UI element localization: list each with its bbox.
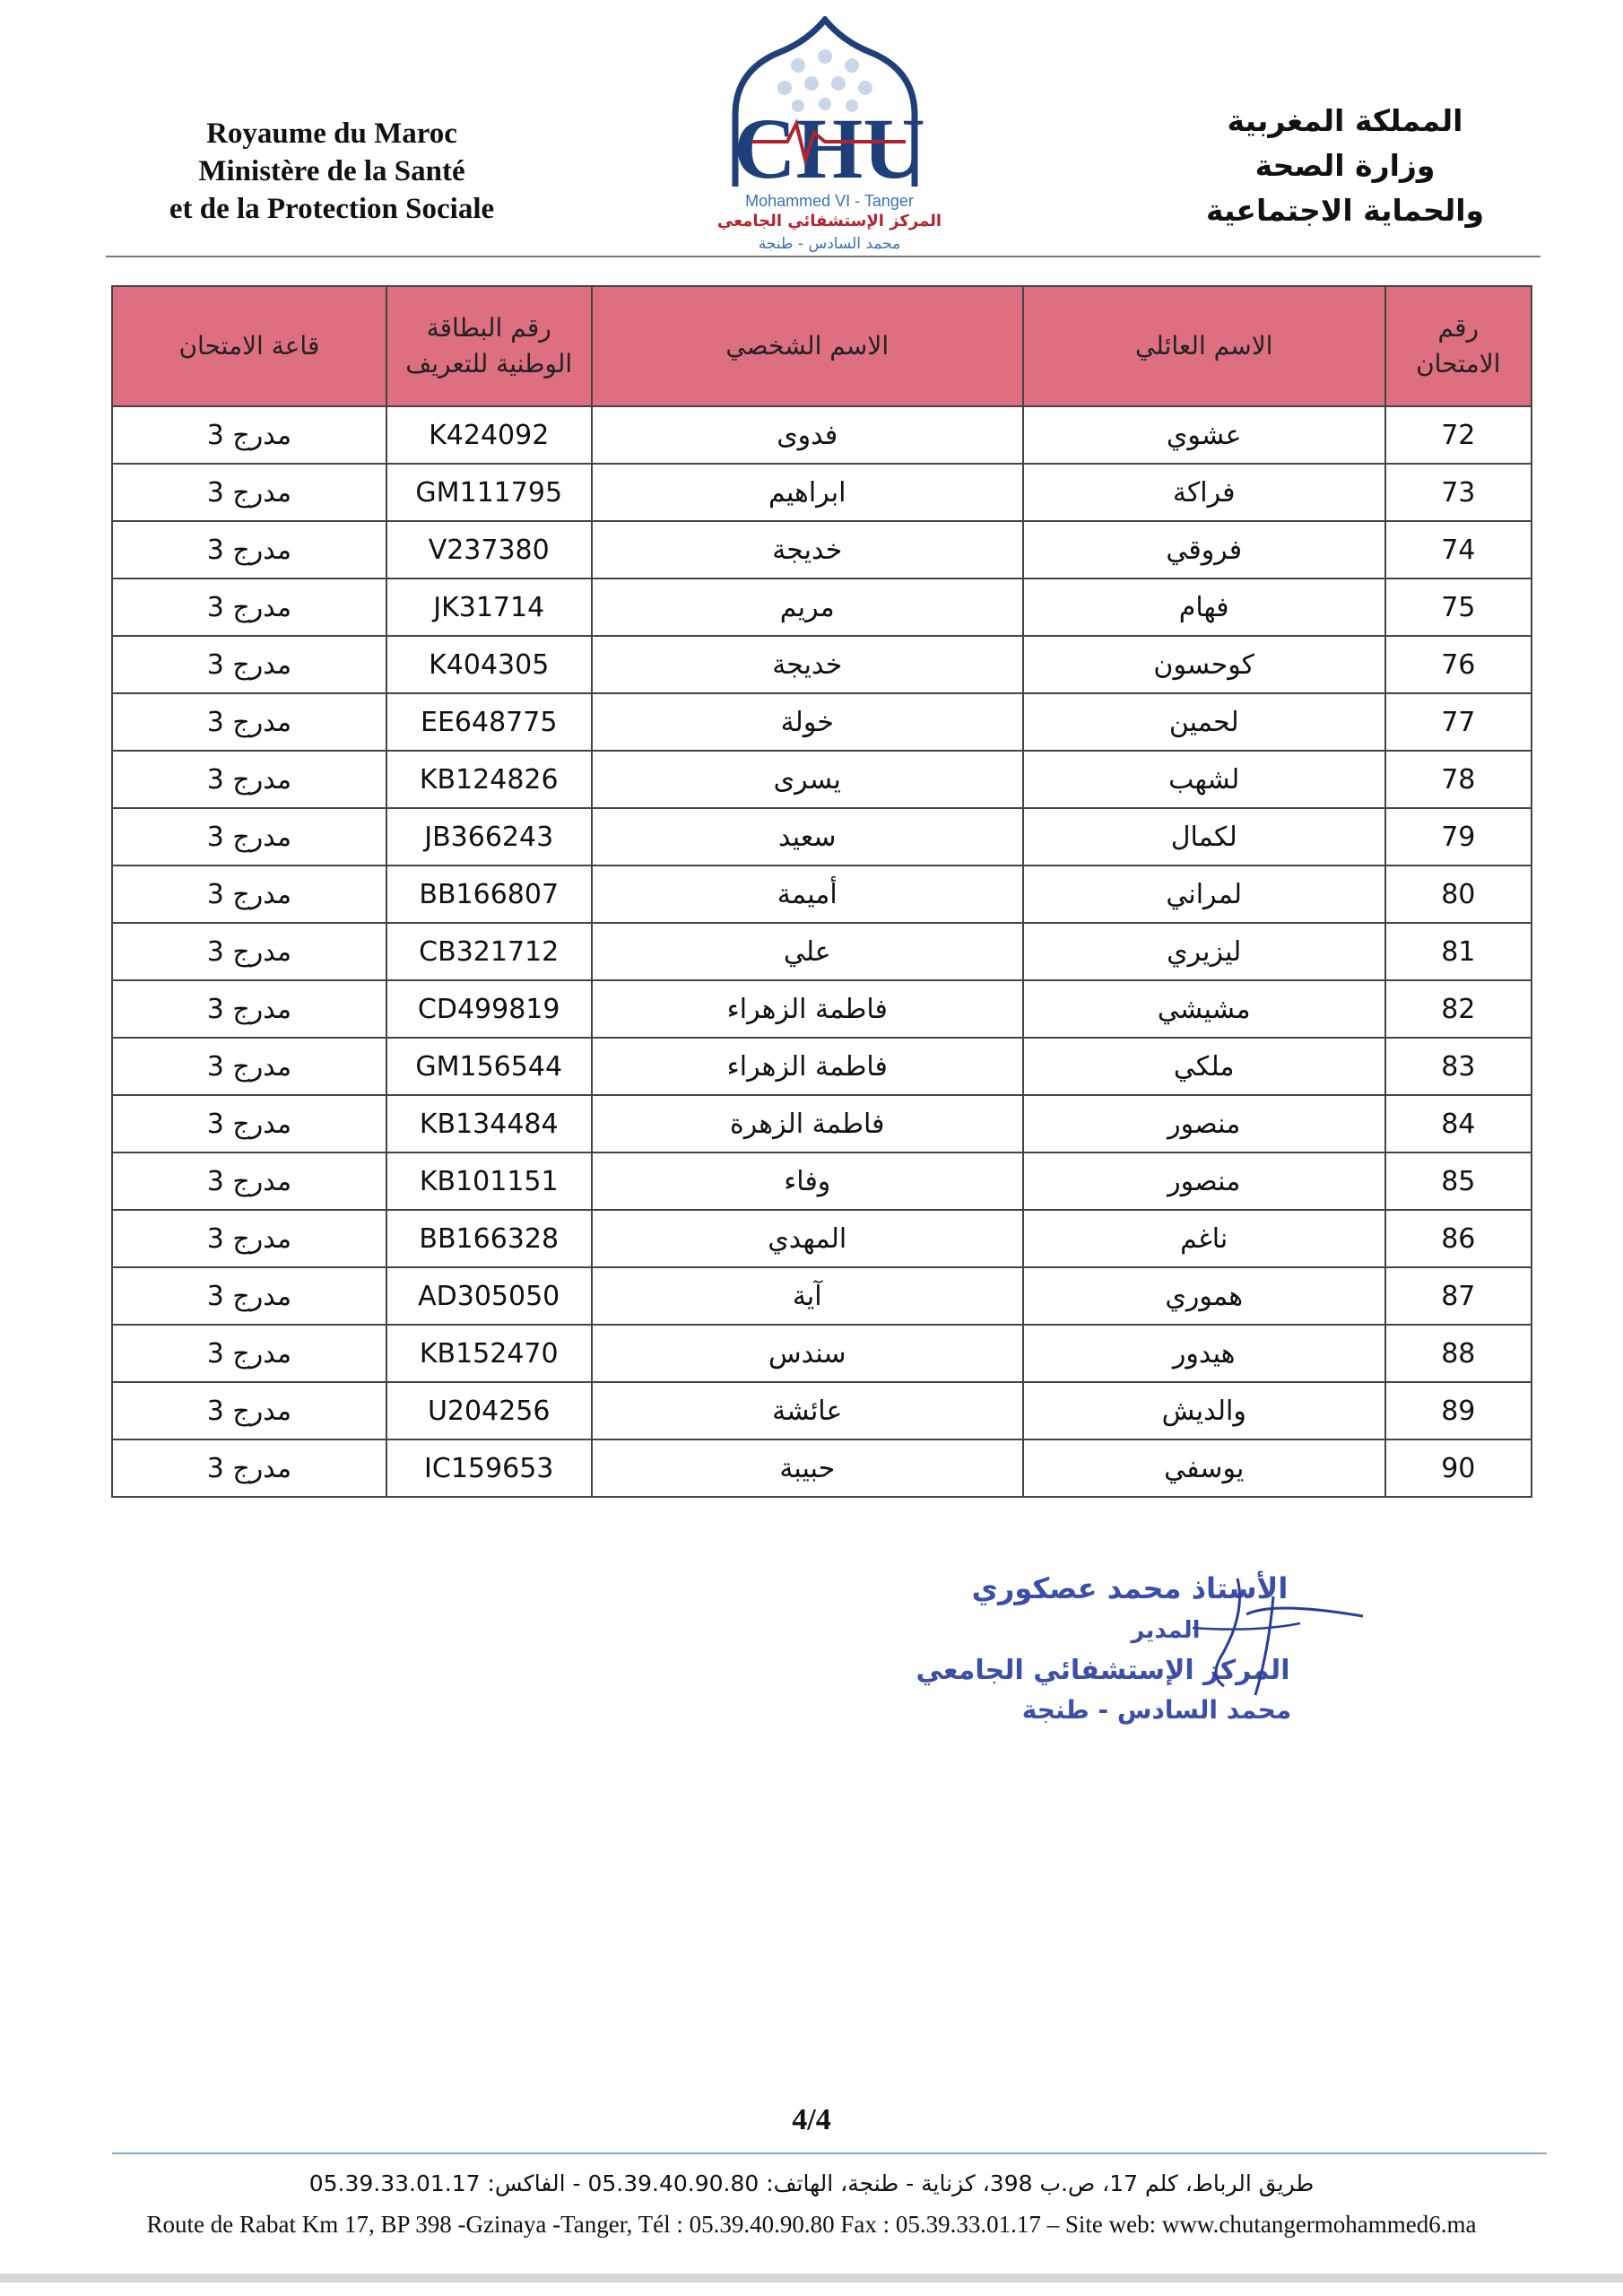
cell-exam-room: مدرج 3 (112, 1382, 386, 1439)
cell-exam-number: 76 (1385, 636, 1532, 693)
cell-exam-room: مدرج 3 (112, 1152, 386, 1210)
cell-exam-number: 85 (1385, 1152, 1532, 1210)
cell-exam-room: مدرج 3 (112, 1038, 386, 1095)
cell-exam-number: 88 (1385, 1325, 1532, 1382)
cell-exam-number: 77 (1385, 693, 1532, 751)
table-row (112, 1439, 1532, 1497)
cell-first-name: يسرى (592, 751, 1023, 808)
cell-national-id: KB101151 (386, 1152, 592, 1210)
cell-exam-room: مدرج 3 (112, 693, 386, 751)
header-ar-line1: المملكة المغربية (1227, 103, 1463, 138)
logo-mark: CHU (733, 100, 925, 196)
cell-exam-room: مدرج 3 (112, 865, 386, 923)
cell-national-id: CD499819 (386, 980, 592, 1038)
logo-arabic-line2: محمد السادس - طنجة (758, 235, 901, 253)
cell-first-name: خولة (592, 693, 1023, 751)
cell-national-id: KB152470 (386, 1325, 592, 1382)
footer-address-french: Route de Rabat Km 17, BP 398 -Gzinaya -Tanger, Tél : 05.39.40.90.80 Fax : 05.39.33.01.17 – Site web: www.chutangermohammed6.ma (146, 2211, 1477, 2238)
cell-exam-number: 73 (1385, 464, 1532, 521)
cell-national-id: CB321712 (386, 923, 592, 980)
cell-national-id: K404305 (386, 636, 592, 693)
chu-logo (699, 16, 959, 251)
cell-exam-room: مدرج 3 (112, 751, 386, 808)
header-arabic (1197, 99, 1493, 233)
cell-exam-room: مدرج 3 (112, 521, 386, 578)
table-row (112, 521, 1532, 578)
table-row (112, 808, 1532, 865)
cell-exam-room: مدرج 3 (112, 1439, 386, 1497)
cell-family-name: ليزيري (1023, 923, 1385, 980)
cell-family-name: فروقي (1023, 521, 1385, 578)
cell-exam-number: 83 (1385, 1038, 1532, 1095)
col-exam-room: قاعة الامتحان (112, 286, 386, 406)
cell-national-id: IC159653 (386, 1439, 592, 1497)
table-row (112, 464, 1532, 521)
cell-national-id: V237380 (386, 521, 592, 578)
signature-line3: المركز الإستشفائي الجامعي (916, 1655, 1290, 1686)
cell-exam-number: 87 (1385, 1267, 1532, 1325)
header-fr-line2: Ministère de la Santé (198, 155, 465, 187)
header-fr-line3: et de la Protection Sociale (169, 193, 495, 225)
cell-exam-number: 82 (1385, 980, 1532, 1038)
logo-subtitle: Mohammed VI - Tanger (745, 192, 914, 210)
cell-first-name: فاطمة الزهراء (592, 1038, 1023, 1095)
cell-exam-room: مدرج 3 (112, 980, 386, 1038)
signature-line2: المدير (1131, 1617, 1201, 1644)
table-row (112, 1095, 1532, 1152)
cell-national-id: KB134484 (386, 1095, 592, 1152)
cell-family-name: عشوي (1023, 406, 1385, 464)
table-row (112, 751, 1532, 808)
table-row (112, 923, 1532, 980)
cell-exam-room: مدرج 3 (112, 1095, 386, 1152)
cell-exam-number: 79 (1385, 808, 1532, 865)
cell-family-name: هيدور (1023, 1325, 1385, 1382)
table-row (112, 1152, 1532, 1210)
signature-stamp-icon (897, 1561, 1381, 1758)
cell-exam-room: مدرج 3 (112, 636, 386, 693)
cell-exam-number: 89 (1385, 1382, 1532, 1439)
table-row (112, 1267, 1532, 1325)
cell-exam-room: مدرج 3 (112, 406, 386, 464)
cell-family-name: مشيشي (1023, 980, 1385, 1038)
table-row (112, 636, 1532, 693)
signature-line4: محمد السادس - طنجة (1021, 1695, 1292, 1725)
cell-exam-number: 80 (1385, 865, 1532, 923)
cell-family-name: يوسفي (1023, 1439, 1385, 1497)
cell-family-name: لشهب (1023, 751, 1385, 808)
cell-family-name: هموري (1023, 1267, 1385, 1325)
cell-first-name: فاطمة الزهراء (592, 980, 1023, 1038)
cell-family-name: منصور (1023, 1152, 1385, 1210)
header-ar-line2: وزارة الصحة (1254, 148, 1436, 183)
cell-family-name: لحمين (1023, 693, 1385, 751)
cell-exam-number: 81 (1385, 923, 1532, 980)
cell-family-name: ملكي (1023, 1038, 1385, 1095)
footer-address-arabic: طريق الرباط، كلم 17، ص.ب 398، كزناية - طنجة، الهاتف: 05.39.40.90.80 - الفاكس: 05.39.33.01.17 (308, 2170, 1315, 2196)
cell-exam-room: مدرج 3 (112, 578, 386, 636)
col-exam-number: رقم الامتحان (1385, 286, 1532, 406)
cell-first-name: مريم (592, 578, 1023, 636)
cell-family-name: لمراني (1023, 865, 1385, 923)
header-ar-line3: والحماية الاجتماعية (1205, 193, 1485, 228)
table-row (112, 1382, 1532, 1439)
cell-exam-number: 90 (1385, 1439, 1532, 1497)
cell-exam-number: 84 (1385, 1095, 1532, 1152)
col-family-name: الاسم العائلي (1023, 286, 1385, 406)
cell-family-name: فراكة (1023, 464, 1385, 521)
cell-national-id: BB166328 (386, 1210, 592, 1267)
cell-national-id: KB124826 (386, 751, 592, 808)
header-divider (106, 256, 1541, 257)
candidates-table (111, 285, 1532, 1498)
cell-national-id: JB366243 (386, 808, 592, 865)
footer-divider (112, 2152, 1547, 2154)
cell-first-name: فاطمة الزهرة (592, 1095, 1023, 1152)
page-number: 4/4 (792, 2103, 831, 2136)
header-fr-line1: Royaume du Maroc (206, 117, 457, 150)
logo-arch-icon (699, 16, 959, 196)
cell-national-id: GM156544 (386, 1038, 592, 1095)
cell-first-name: فدوى (592, 406, 1023, 464)
cell-exam-number: 75 (1385, 578, 1532, 636)
cell-first-name: سعيد (592, 808, 1023, 865)
table-row (112, 865, 1532, 923)
signature-line1: الأستاذ محمد عصكوري (971, 1571, 1289, 1605)
cell-exam-number: 78 (1385, 751, 1532, 808)
cell-first-name: حبيبة (592, 1439, 1023, 1497)
cell-national-id: U204256 (386, 1382, 592, 1439)
cell-national-id: GM111795 (386, 464, 592, 521)
cell-exam-room: مدرج 3 (112, 1325, 386, 1382)
cell-national-id: AD305050 (386, 1267, 592, 1325)
cell-family-name: كوحسون (1023, 636, 1385, 693)
table-body (112, 406, 1532, 1497)
table-row (112, 1210, 1532, 1267)
cell-exam-room: مدرج 3 (112, 1210, 386, 1267)
cell-national-id: JK31714 (386, 578, 592, 636)
cell-exam-number: 72 (1385, 406, 1532, 464)
col-first-name: الاسم الشخصي (592, 286, 1023, 406)
cell-first-name: عائشة (592, 1382, 1023, 1439)
cell-first-name: آية (592, 1267, 1023, 1325)
cell-first-name: ابراهيم (592, 464, 1023, 521)
col-national-id: رقم البطاقة الوطنية للتعريف (386, 286, 592, 406)
cell-family-name: ناغم (1023, 1210, 1385, 1267)
table-row (112, 693, 1532, 751)
table-header-row (112, 286, 1532, 406)
table-row (112, 980, 1532, 1038)
cell-first-name: سندس (592, 1325, 1023, 1382)
cell-exam-room: مدرج 3 (112, 808, 386, 865)
cell-exam-number: 74 (1385, 521, 1532, 578)
cell-first-name: المهدي (592, 1210, 1023, 1267)
cell-family-name: منصور (1023, 1095, 1385, 1152)
cell-exam-number: 86 (1385, 1210, 1532, 1267)
scan-bottom-band (0, 2274, 1623, 2283)
cell-exam-room: مدرج 3 (112, 923, 386, 980)
cell-first-name: خديجة (592, 521, 1023, 578)
cell-first-name: خديجة (592, 636, 1023, 693)
table-row (112, 1038, 1532, 1095)
cell-exam-room: مدرج 3 (112, 464, 386, 521)
header-french (135, 115, 529, 228)
cell-exam-room: مدرج 3 (112, 1267, 386, 1325)
cell-family-name: والديش (1023, 1382, 1385, 1439)
cell-national-id: K424092 (386, 406, 592, 464)
cell-family-name: لكمال (1023, 808, 1385, 865)
cell-first-name: وفاء (592, 1152, 1023, 1210)
cell-first-name: أميمة (592, 865, 1023, 923)
cell-first-name: علي (592, 923, 1023, 980)
director-signature-stamp (897, 1561, 1381, 1758)
table-row (112, 578, 1532, 636)
logo-arabic-line1: المركز الإستشفائي الجامعي (716, 212, 942, 230)
cell-national-id: BB166807 (386, 865, 592, 923)
cell-national-id: EE648775 (386, 693, 592, 751)
cell-family-name: فهام (1023, 578, 1385, 636)
table-row (112, 406, 1532, 464)
table-row (112, 1325, 1532, 1382)
